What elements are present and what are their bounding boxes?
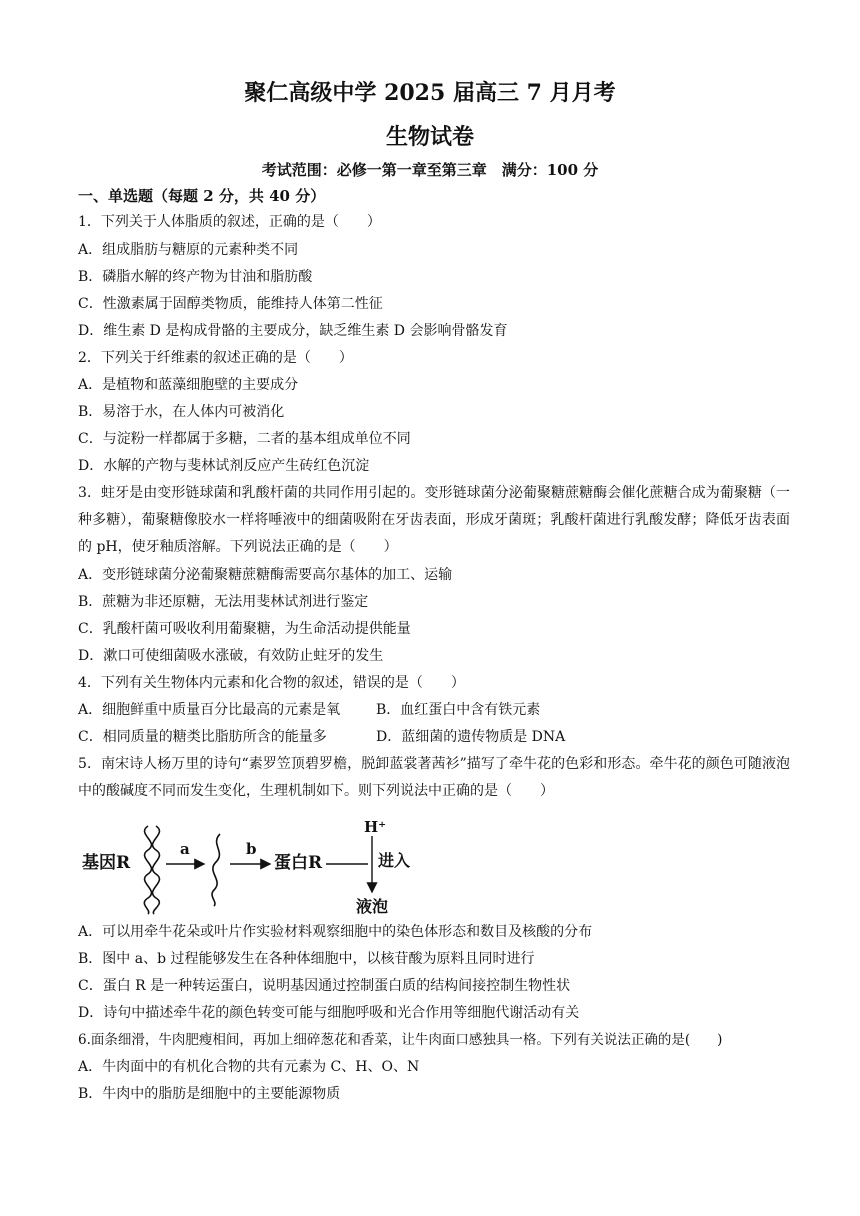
exam-title: 聚仁高级中学 2025 届高三 7 月月考 bbox=[244, 80, 616, 106]
q3-option-d: D．漱口可使细菌吸水涨破，有效防止蛀牙的发生 bbox=[78, 648, 384, 664]
gene-expression-diagram bbox=[78, 818, 438, 918]
q5-option-c: C．蛋白 R 是一种转运蛋白，说明基因通过控制蛋白质的结构间接控制生物性状 bbox=[78, 978, 571, 994]
q2-option-a: A．是植物和蓝藻细胞壁的主要成分 bbox=[78, 377, 299, 393]
dna-double-helix-icon bbox=[144, 826, 159, 914]
q5-option-d: D．诗句中描述牵牛花的颜色转变可能与细胞呼吸和光合作用等细胞代谢活动有关 bbox=[78, 1005, 580, 1021]
q1-option-b: B．磷脂水解的终产物为甘油和脂肪酸 bbox=[78, 269, 313, 285]
q4-option-b: B．血红蛋白中含有铁元素 bbox=[376, 702, 541, 718]
exam-subtitle: 生物试卷 bbox=[385, 124, 474, 150]
q4-stem: 4．下列有关生物体内元素和化合物的叙述，错误的是（ ） bbox=[78, 675, 465, 691]
q3-stem: 3．蛀牙是由变形链球菌和乳酸杆菌的共同作用引起的。变形链球菌分泌葡聚糖蔗糖酶会催化蔗糖合成为葡聚糖（一种多糖），葡聚糖像胶水一样将唾液中的细菌吸附在牙齿表面，形成牙菌斑；乳酸杆菌进行乳酸发酵；降低牙齿表面的 pH，使牙釉质溶解。下列说法正确的是（ ） bbox=[78, 485, 790, 555]
q6-option-b: B．牛肉中的脂肪是细胞中的主要能源物质 bbox=[78, 1086, 341, 1102]
gene-r-label: 基因R bbox=[82, 853, 131, 873]
q5-option-a: A．可以用牵牛花朵或叶片作实验材料观察细胞中的染色体形态和数目及核酸的分布 bbox=[78, 924, 593, 940]
process-a-label: a bbox=[180, 840, 190, 858]
q4-options-row-2 bbox=[78, 727, 790, 747]
q6-option-a: A．牛肉面中的有机化合物的共有元素为 C、H、O、N bbox=[78, 1059, 420, 1075]
q4-option-a: A．细胞鲜重中质量百分比最高的元素是氧 bbox=[78, 702, 341, 718]
q2-option-c: C．与淀粉一样都属于多糖，二者的基本组成单位不同 bbox=[78, 431, 411, 447]
q4-option-d: D．蓝细菌的遗传物质是 DNA bbox=[376, 729, 566, 745]
q1-stem: 1．下列关于人体脂质的叙述，正确的是（ ） bbox=[78, 214, 381, 230]
vacuole-label: 液泡 bbox=[356, 897, 389, 916]
h-ion-label: H⁺ bbox=[364, 818, 387, 836]
exam-scope: 考试范围：必修一第一章至第三章 满分：100 分 bbox=[261, 161, 599, 179]
q2-option-b: B．易溶于水，在人体内可被消化 bbox=[78, 404, 285, 420]
enter-label: 进入 bbox=[378, 851, 411, 870]
q3-option-a: A．变形链球菌分泌葡聚糖蔗糖酶需要高尔基体的加工、运输 bbox=[78, 567, 453, 583]
q1-option-d: D．维生素 D 是构成骨骼的主要成分，缺乏维生素 D 会影响骨骼发育 bbox=[78, 323, 508, 339]
q2-stem: 2．下列关于纤维素的叙述正确的是（ ） bbox=[78, 350, 353, 366]
protein-r-label: 蛋白R bbox=[274, 853, 323, 873]
q1-option-c: C．性激素属于固醇类物质，能维持人体第二性征 bbox=[78, 296, 383, 312]
q6-stem: 6.面条细滑，牛肉肥瘦相间，再加上细碎葱花和香菜，让牛肉面口感独具一格。下列有关说法正确的是( ) bbox=[78, 1032, 723, 1048]
q3-option-c: C．乳酸杆菌可吸收利用葡聚糖，为生命活动提供能量 bbox=[78, 621, 411, 637]
q4-option-c: C．相同质量的糖类比脂肪所含的能量多 bbox=[78, 729, 327, 745]
q4-options-row-1 bbox=[78, 700, 790, 720]
q5-stem: 5．南宋诗人杨万里的诗句“素罗笠顶碧罗檐，脱卸蓝裳著茜衫”描写了牵牛花的色彩和形态。牵牛花的颜色可随液泡中的酸碱度不同而发生变化，生理机制如下。则下列说法中正确的是（ ） bbox=[78, 756, 790, 799]
q5-option-b: B．图中 a、b 过程能够发生在各种体细胞中，以核苷酸为原料且同时进行 bbox=[78, 951, 535, 967]
process-b-label: b bbox=[246, 840, 257, 858]
q2-option-d: D．水解的产物与斐林试剂反应产生砖红色沉淀 bbox=[78, 458, 370, 474]
q1-option-a: A．组成脂肪与糖原的元素种类不同 bbox=[78, 242, 299, 258]
section-heading: 一、单选题（每题 2 分，共 40 分） bbox=[78, 187, 326, 205]
q3-option-b: B．蔗糖为非还原糖，无法用斐林试剂进行鉴定 bbox=[78, 594, 369, 610]
mrna-strand-icon bbox=[212, 834, 220, 906]
